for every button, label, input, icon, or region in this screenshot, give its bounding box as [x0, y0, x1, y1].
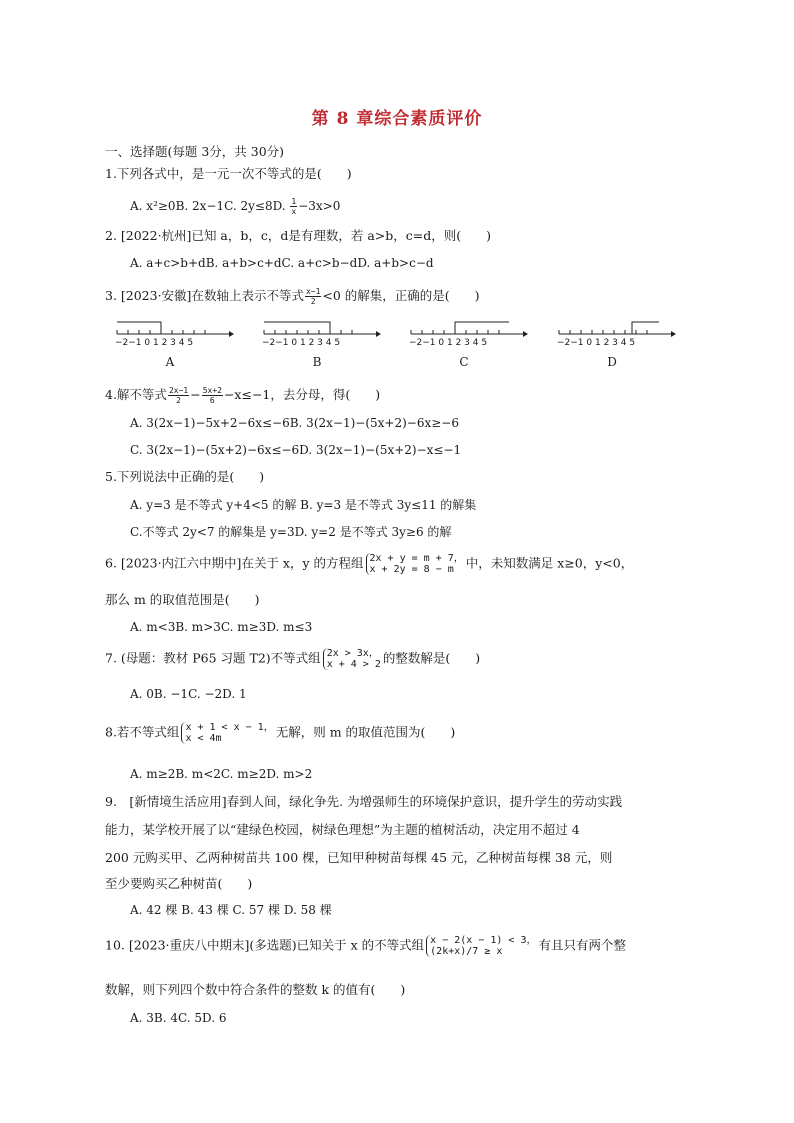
q4-f2-den: 6 [209, 396, 215, 405]
q4-f1-den: 2 [176, 396, 181, 405]
question-8-stem [105, 722, 455, 744]
number-line-b-ticks: −2−1 0 1 2 3 4 5 [262, 338, 341, 348]
q3-stem-a: 3. [2023·安徽]在数轴上表示不等式 [105, 288, 304, 303]
question-1-options [130, 197, 340, 216]
question-9-line-2: 能力，某学校开展了以“建绿色校园，树绿色理想”为主题的植树活动，决定用不超过 4 [105, 822, 580, 837]
q10-ineq-2: (2k+x)/7 ≥ x [430, 946, 503, 957]
option-label-d: D [607, 355, 617, 369]
q1-fraction [290, 197, 297, 216]
q7-inequality-system [323, 648, 381, 670]
q6-equation-system [366, 553, 464, 575]
question-6-stem [105, 553, 633, 575]
q4-f2-num: 5x+2 [202, 386, 222, 395]
number-line-a-ticks: −2−1 0 1 2 3 4 5 [115, 338, 194, 348]
q6-eq-2: x + 2y = 8 − m [369, 564, 454, 575]
option-label-b: B [312, 355, 322, 369]
q3-frac-num: x−1 [305, 287, 321, 296]
question-2-options: A. a+c>b+dB. a+b>c+dC. a+c>b−dD. a+b>c−d [130, 256, 434, 270]
q8-ineq-1: x + 1 < x − 1， [185, 722, 274, 733]
question-9-line-4: 至少要购买乙种树苗( ) [105, 876, 253, 891]
question-4-stem: 4.解不等式 $\frac{2x-1}{2}$ − $\frac{5x+2}{6}$ −x≤−1，去分母，得( ) [105, 386, 381, 405]
page-title: 第 8 章综合素质评价 [311, 109, 483, 129]
question-3-stem [105, 287, 480, 306]
q10-stem-b: 有且只有两个整 [538, 937, 626, 953]
q7-stem-a: 7. (母题：教材 P65 习题 T2)不等式组 [105, 650, 321, 666]
question-5-options-1: A. y=3 是不等式 y+4<5 的解 B. y=3 是不等式 3y≤11 的解集 [130, 498, 477, 512]
question-9-options: A. 42 棵 B. 43 棵 C. 57 棵 D. 58 棵 [130, 903, 332, 917]
q8-stem-a: 8.若不等式组 [105, 724, 180, 740]
q3-fraction [305, 287, 321, 306]
question-10-options: A. 3B. 4C. 5D. 6 [130, 1011, 227, 1025]
question-4-options-1: A. 3(2x−1)−5x+2−6x≤−6B. 3(2x−1)−(5x+2)−6x≥−6 [130, 416, 459, 430]
q4-fraction-1 [168, 386, 189, 405]
q4-f1-num: 2x−1 [168, 386, 189, 395]
q10-ineq-1: x − 2(x − 1) < 3， [430, 935, 537, 946]
question-9-line-3: 200 元购买甲、乙两种树苗共 100 棵，已知甲种树苗每棵 45 元，乙种树苗每棵 38 元，则 [105, 850, 613, 865]
q4-stem-a: 4.解不等式 [105, 387, 167, 402]
question-8-options: A. m≥2B. m<2C. m≥2D. m>2 [130, 767, 313, 781]
question-9-line-1: 9. [新情境生活应用]春到人间，绿化争先. 为增强师生的环境保护意识，提升学生的劳动实践 [105, 794, 623, 809]
option-label-a: A [165, 355, 175, 369]
question-10-stem-cont: 数解，则下列四个数中符合条件的整数 k 的值有( ) [105, 982, 406, 997]
question-6-stem-cont: 那么 m 的取值范围是( ) [105, 592, 260, 607]
q7-ineq-2: x + 4 > 2 [326, 659, 381, 670]
option-label-c: C [459, 355, 469, 369]
q10-stem-a: 10. [2023·重庆八中期末](多选题)已知关于 x 的不等式组 [105, 937, 425, 953]
question-10-stem [105, 935, 626, 957]
q1-options-tail: −3x>0 [298, 199, 341, 213]
q4-stem-b: −x≤−1，去分母，得( ) [223, 387, 381, 402]
q6-eq-1: 2x + y = m + 7， [369, 553, 464, 564]
q6-stem-a: 6. [2023·内江六中期中]在关于 x，y 的方程组 [105, 555, 364, 571]
question-7-options: A. 0B. −1C. −2D. 1 [130, 687, 247, 701]
question-1-stem: 1.下列各式中，是一元一次不等式的是( ) [105, 166, 352, 181]
q1-frac-den: x [291, 207, 297, 216]
q3-stem-b: <0 的解集，正确的是( ) [322, 288, 480, 303]
q4-fraction-2 [202, 386, 223, 405]
q8-stem-b: 无解，则 m 的取值范围为( ) [275, 724, 456, 740]
number-line-c-ticks: −2−1 0 1 2 3 4 5 [409, 338, 488, 348]
section-heading: 一、选择题(每题 3分，共 30分) [105, 144, 285, 159]
q1-options-text: A. x²≥0B. 2x−1C. 2y≤8D. [130, 199, 290, 213]
question-5-options-2: C.不等式 2y<7 的解集是 y=3D. y=2 是不等式 3y≥6 的解 [130, 525, 452, 539]
question-4-options-2: C. 3(2x−1)−(5x+2)−6x≤−6D. 3(2x−1)−(5x+2)−x≤−1 [130, 443, 462, 457]
q7-stem-b: 的整数解是( ) [382, 650, 481, 666]
q1-frac-num: 1 [291, 197, 297, 206]
question-6-options: A. m<3B. m>3C. m≥3D. m≤3 [130, 620, 313, 634]
number-line-d-ticks: −2−1 0 1 2 3 4 5 [557, 338, 636, 348]
question-2-stem: 2. [2022·杭州]已知 a，b，c，d是有理数，若 a>b，c=d，则( ) [105, 228, 491, 243]
q3-frac-den: 2 [310, 297, 316, 306]
q8-ineq-2: x < 4m [185, 733, 222, 744]
q6-stem-b: 中，未知数满足 x≥0，y<0， [465, 555, 634, 571]
q10-inequality-system [426, 935, 536, 957]
q7-ineq-1: 2x > 3x， [326, 648, 379, 659]
question-5-stem: 5.下列说法中正确的是( ) [105, 469, 265, 484]
question-7-stem [105, 648, 480, 670]
q8-inequality-system [181, 722, 273, 744]
